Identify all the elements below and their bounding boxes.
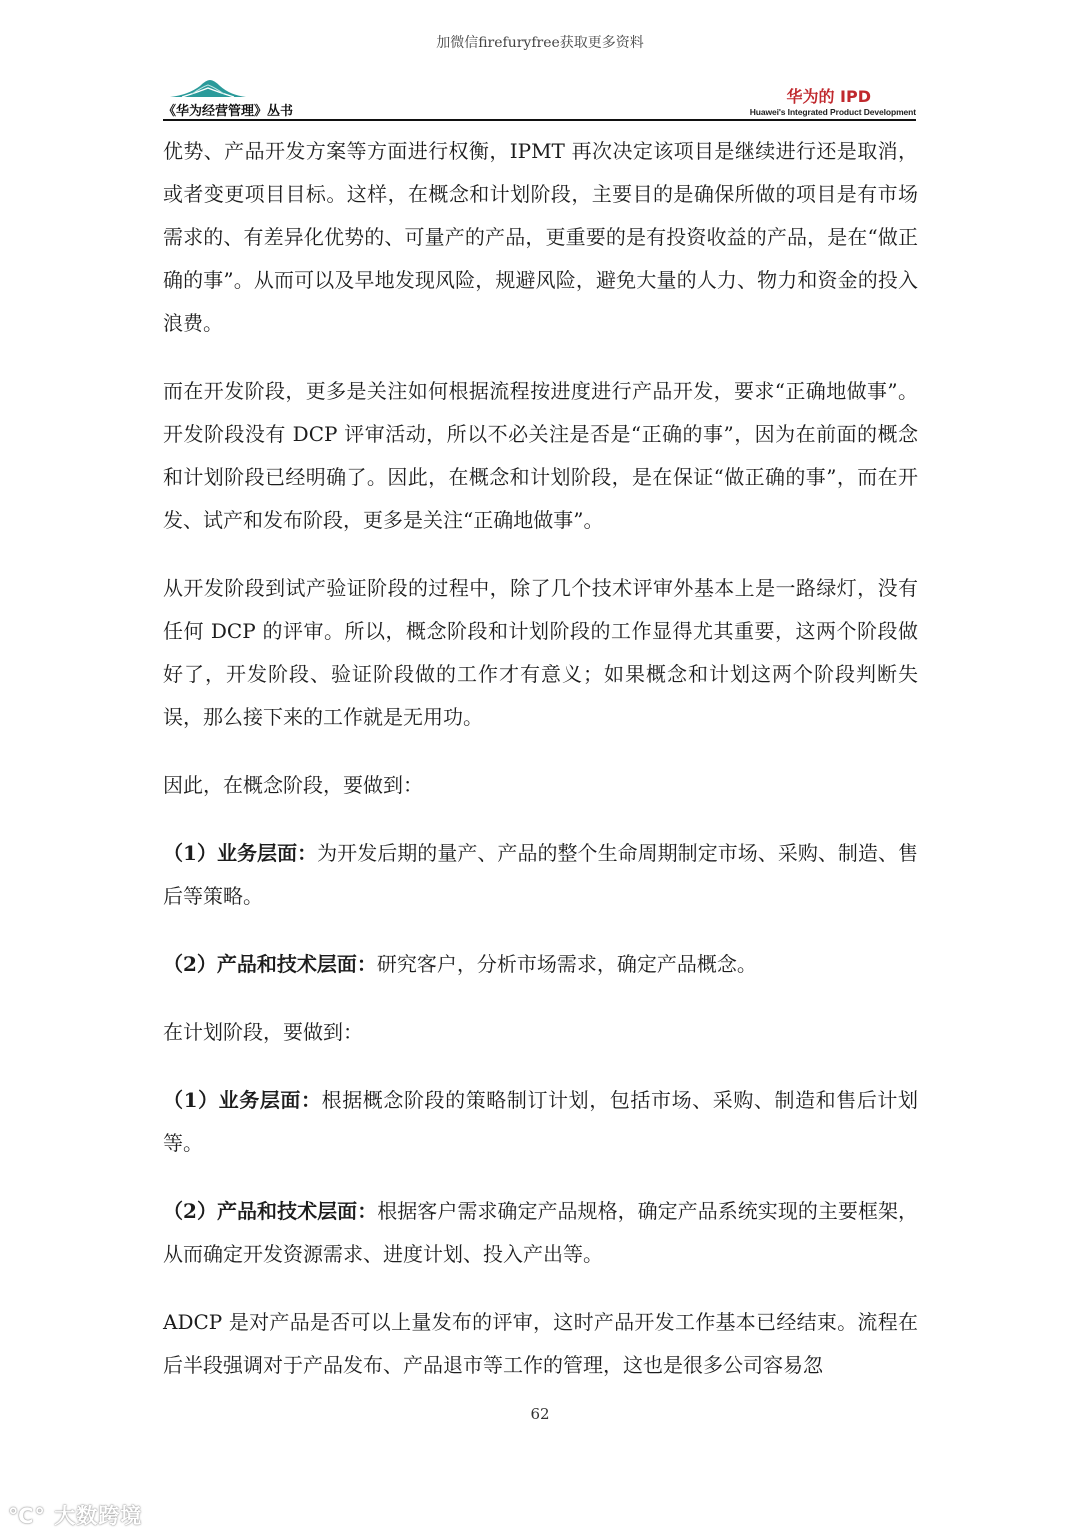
brand-subtitle: Huawei's Integrated Product Development [749,107,916,117]
item-text: 研究客户，分析市场需求，确定产品概念。 [376,952,757,976]
plan-item-1 [163,1079,918,1165]
mountain-logo-icon [168,78,248,98]
item-text: 根据客户需求确定产品规格，确定产品系统实现的主要框架，从而确定开发资源需求、进度计划、投入产出等。 [163,1199,919,1266]
paragraph-plan-intro: 在计划阶段，要做到： [163,1020,363,1044]
paragraph-2: 而在开发阶段，更多是关注如何根据流程按进度进行产品开发，要求“正确地做事”。开发阶段没有 DCP 评审活动，所以不必关注是否是“正确的事”，因为在前面的概念和计划阶段已经明确了。因此，在概念和计划阶段，是在保证“做正确的事”，而在开发、试产和发布阶段，更多是关注“正确地做事”。 [163,379,918,532]
concept-item-2 [163,943,918,986]
page-number: 62 [530,1405,550,1423]
book-series-title: 《华为经营管理》丛书 [163,104,294,119]
item-lead: （1）业务层面： [163,841,318,865]
document-body [163,130,918,1387]
top-watermark: 加微信firefuryfree获取更多资料 [436,35,644,51]
concept-item-1 [163,832,918,918]
item-text: 根据概念阶段的策略制订计划，包括市场、采购、制造和售后计划等。 [163,1088,919,1155]
paragraph-3: 从开发阶段到试产验证阶段的过程中，除了几个技术评审外基本上是一路绿灯，没有任何 DCP 的评审。所以，概念阶段和计划阶段的工作显得尤其重要，这两个阶段做好了，开发阶段、验证阶段做的工作才有意义；如果概念和计划这两个阶段判断失误，那么接下来的工作就是无用功。 [163,576,918,729]
brand-block [750,88,916,118]
paragraph-1: 优势、产品开发方案等方面进行权衡，IPMT 再次决定该项目是继续进行还是取消，或者变更项目目标。这样，在概念和计划阶段，主要目的是确保所做的项目是有市场需求的、有差异化优势的、可量产的产品，更重要的是有投资收益的产品，是在“做正确的事”。从而可以及早地发现风险，规避风险，避免大量的人力、物力和资金的投入浪费。 [163,139,918,335]
item-lead: （2）产品和技术层面： [163,1199,378,1223]
corner-watermark [8,1500,142,1530]
header-divider [163,119,916,121]
paragraph-adcp: ADCP 是对产品是否可以上量发布的评审，这时产品开发工作基本已经结束。流程在后半段强调对于产品发布、产品退市等工作的管理，这也是很多公司容易忽 [163,1310,918,1377]
item-lead: （1）业务层面： [163,1088,322,1112]
item-lead: （2）产品和技术层面： [163,952,377,976]
watermark-text: 大数跨境 [54,1504,143,1528]
brand-title: 华为的 IPD [786,87,871,106]
page-header [163,78,916,120]
item-text: 为开发后期的量产、产品的整个生命周期制定市场、采购、制造、售后等策略。 [163,841,919,908]
watermark-logo-icon: ℃° [8,1504,46,1528]
paragraph-4: 因此，在概念阶段，要做到： [163,773,423,797]
plan-item-2 [163,1190,918,1276]
